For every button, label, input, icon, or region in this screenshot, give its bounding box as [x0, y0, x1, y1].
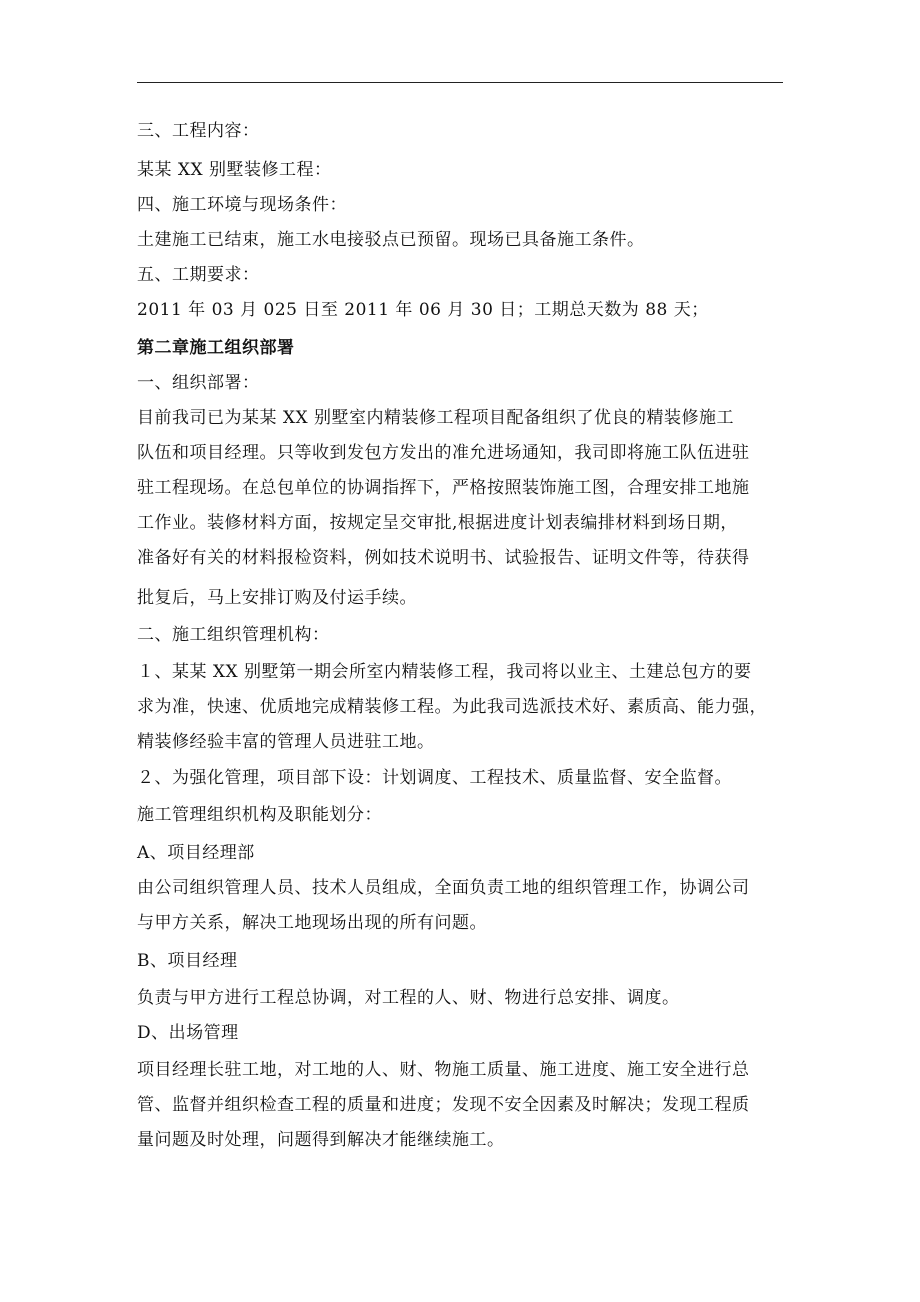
- paragraph-line: 管、监督并组织检查工程的质量和进度；发现不安全因素及时解决；发现工程质: [137, 1095, 750, 1115]
- paragraph-line: 队伍和项目经理。只等收到发包方发出的准允进场通知，我司即将施工队伍进驻: [137, 443, 750, 463]
- section-heading-management: 二、施工组织管理机构：: [137, 625, 330, 645]
- subheading-project-manager: B、项目经理: [137, 951, 238, 971]
- header-rule: [137, 82, 783, 83]
- paragraph-line: 与甲方关系，解决工地现场出现的所有问题。: [137, 913, 487, 933]
- paragraph-line: 某某 XX 别墅装修工程：: [137, 160, 332, 180]
- chapter-title: 第二章施工组织部署: [137, 338, 295, 358]
- paragraph-line: 准备好有关的材料报检资料，例如技术说明书、试验报告、证明文件等，待获得: [137, 548, 750, 568]
- section-heading-site-conditions: 四、施工环境与现场条件：: [137, 195, 347, 215]
- paragraph-line: 施工管理组织机构及职能划分：: [137, 805, 382, 825]
- subheading-project-department: A、项目经理部: [137, 843, 255, 863]
- subheading-site-management: D、出场管理: [137, 1023, 239, 1043]
- paragraph-line: 由公司组织管理人员、技术人员组成，全面负责工地的组织管理工作，协调公司: [137, 878, 750, 898]
- paragraph-line: １、某某 XX 别墅第一期会所室内精装修工程，我司将以业主、土建总包方的要: [137, 662, 752, 682]
- paragraph-line: ２、为强化管理，项目部下设：计划调度、工程技术、质量监督、安全监督。: [137, 768, 732, 788]
- paragraph-line: 目前我司已为某某 XX 别墅室内精装修工程项目配备组织了优良的精装修施工: [137, 408, 735, 428]
- paragraph-line: 土建施工已结束，施工水电接驳点已预留。现场已具备施工条件。: [137, 230, 645, 250]
- paragraph-line: 量问题及时处理，问题得到解决才能继续施工。: [137, 1130, 505, 1150]
- paragraph-line: 批复后，马上安排订购及付运手续。: [137, 588, 417, 608]
- section-heading-organization: 一、组织部署：: [137, 373, 260, 393]
- paragraph-line: 求为准，快速、优质地完成精装修工程。为此我司选派技术好、素质高、能力强，: [137, 697, 767, 717]
- paragraph-line: 工作业。装修材料方面，按规定呈交审批,根据进度计划表编排材料到场日期，: [137, 513, 738, 533]
- section-heading-project-content: 三、工程内容：: [137, 121, 260, 141]
- paragraph-line: 2011 年 03 月 025 日至 2011 年 06 月 30 日；工期总天数为 88 天；: [137, 300, 709, 320]
- paragraph-line: 项目经理长驻工地，对工地的人、财、物施工质量、施工进度、施工安全进行总: [137, 1060, 750, 1080]
- paragraph-line: 驻工程现场。在总包单位的协调指挥下，严格按照装饰施工图，合理安排工地施: [137, 478, 750, 498]
- section-heading-schedule: 五、工期要求：: [137, 265, 260, 285]
- paragraph-line: 负责与甲方进行工程总协调，对工程的人、财、物进行总安排、调度。: [137, 988, 680, 1008]
- paragraph-line: 精装修经验丰富的管理人员进驻工地。: [137, 732, 435, 752]
